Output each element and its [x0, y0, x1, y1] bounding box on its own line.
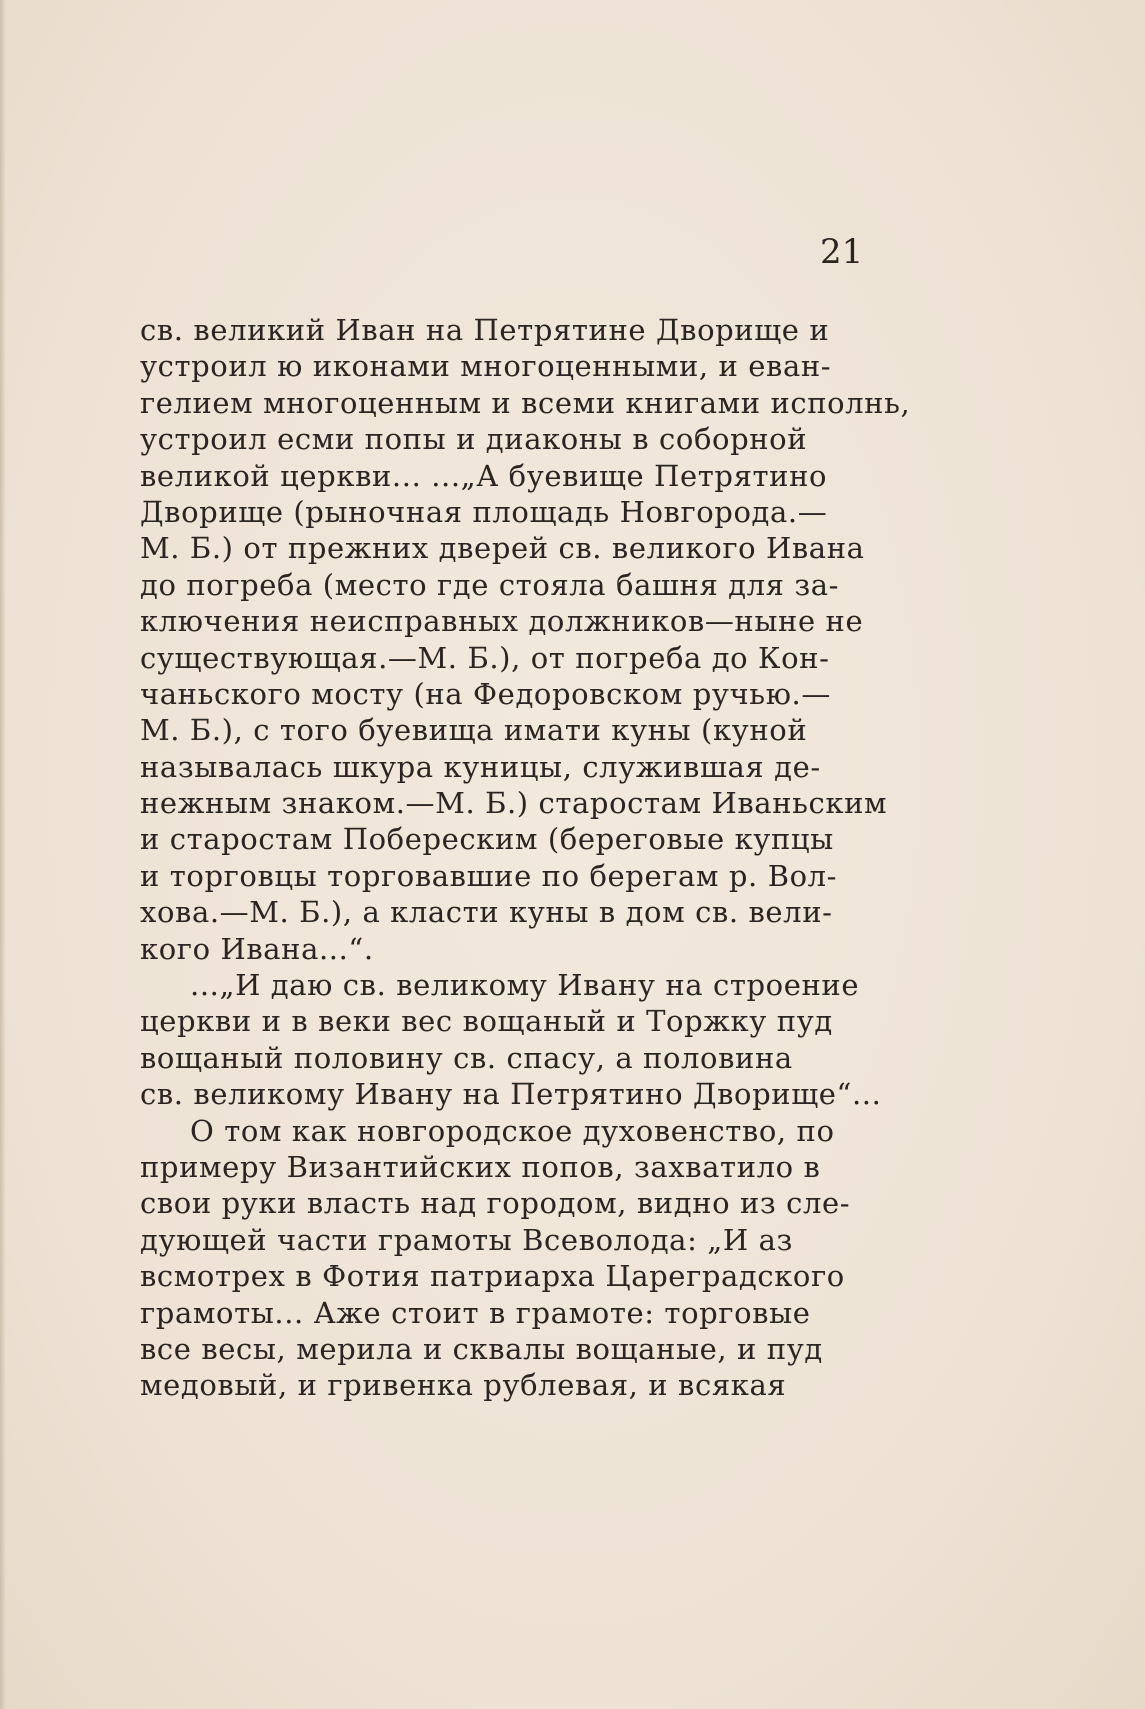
text-line: св. великому Ивану на Петрятино Дворище“... [140, 1077, 882, 1112]
text-line: устроил есми попы и диаконы в соборной [140, 422, 808, 457]
text-line: и старостам Побереским (береговые купцы [140, 822, 834, 857]
text-line: свои руки власть над городом, видно из сле- [140, 1186, 851, 1221]
text-line: Дворище (рыночная площадь Новгорода.— [140, 494, 828, 529]
text-line: до погреба (место где стояла башня для за- [140, 567, 840, 602]
text-line: существующая.—М. Б.), от погреба до Кон- [140, 640, 830, 675]
text-line: устроил ю иконами многоценными, и еван- [140, 349, 832, 384]
text-line: нежным знаком.—М. Б.) старостам Иваньским [140, 786, 888, 821]
text-line: и торговцы торговавшие по берегам р. Вол- [140, 858, 838, 893]
text-line: ...„И даю св. великому Ивану на строение [190, 968, 860, 1003]
text-line: грамоты... Аже стоит в грамоте: торговые [140, 1295, 811, 1330]
text-line: дующей части грамоты Всеволода: „И аз [140, 1222, 793, 1257]
text-line: ключения неисправных должников—ныне не [140, 604, 864, 639]
text-line: О том как новгородское духовенство, по [190, 1113, 835, 1148]
text-line: все весы, мерила и сквалы вощаные, и пуд [140, 1331, 823, 1366]
text-line: М. Б.), с того буевища имати куны (куной [140, 713, 808, 748]
text-line: чаньского мосту (на Федоровском ручью.— [140, 676, 831, 711]
text-line: всмотрех в Фотия патриарха Цареградского [140, 1259, 845, 1294]
text-line: хова.—М. Б.), а класти куны в дом св. вели- [140, 895, 833, 930]
text-line: церкви и в веки вес вощаный и Торжку пуд [140, 1004, 833, 1039]
text-line: св. великий Иван на Петрятине Дворище и [140, 313, 830, 347]
text-line: вощаный половину св. спасу, а половина [140, 1040, 793, 1075]
body-text [140, 312, 910, 1404]
text-line: великой церкви... ...„А буевище Петрятино [140, 458, 828, 493]
page-edge-shadow [0, 0, 6, 1709]
text-line: называлась шкура куницы, служившая де- [140, 749, 821, 784]
text-line: примеру Византийских попов, захватило в [140, 1149, 821, 1184]
text-line: медовый, и гривенка рублевая, и всякая [140, 1368, 787, 1403]
text-line: М. Б.) от прежних дверей св. великого Ивана [140, 531, 865, 566]
text-line: гелием многоценным и всеми книгами исполнь, [140, 385, 911, 420]
page-number: 21 [820, 232, 864, 272]
text-line: кого Ивана...“. [140, 931, 374, 966]
